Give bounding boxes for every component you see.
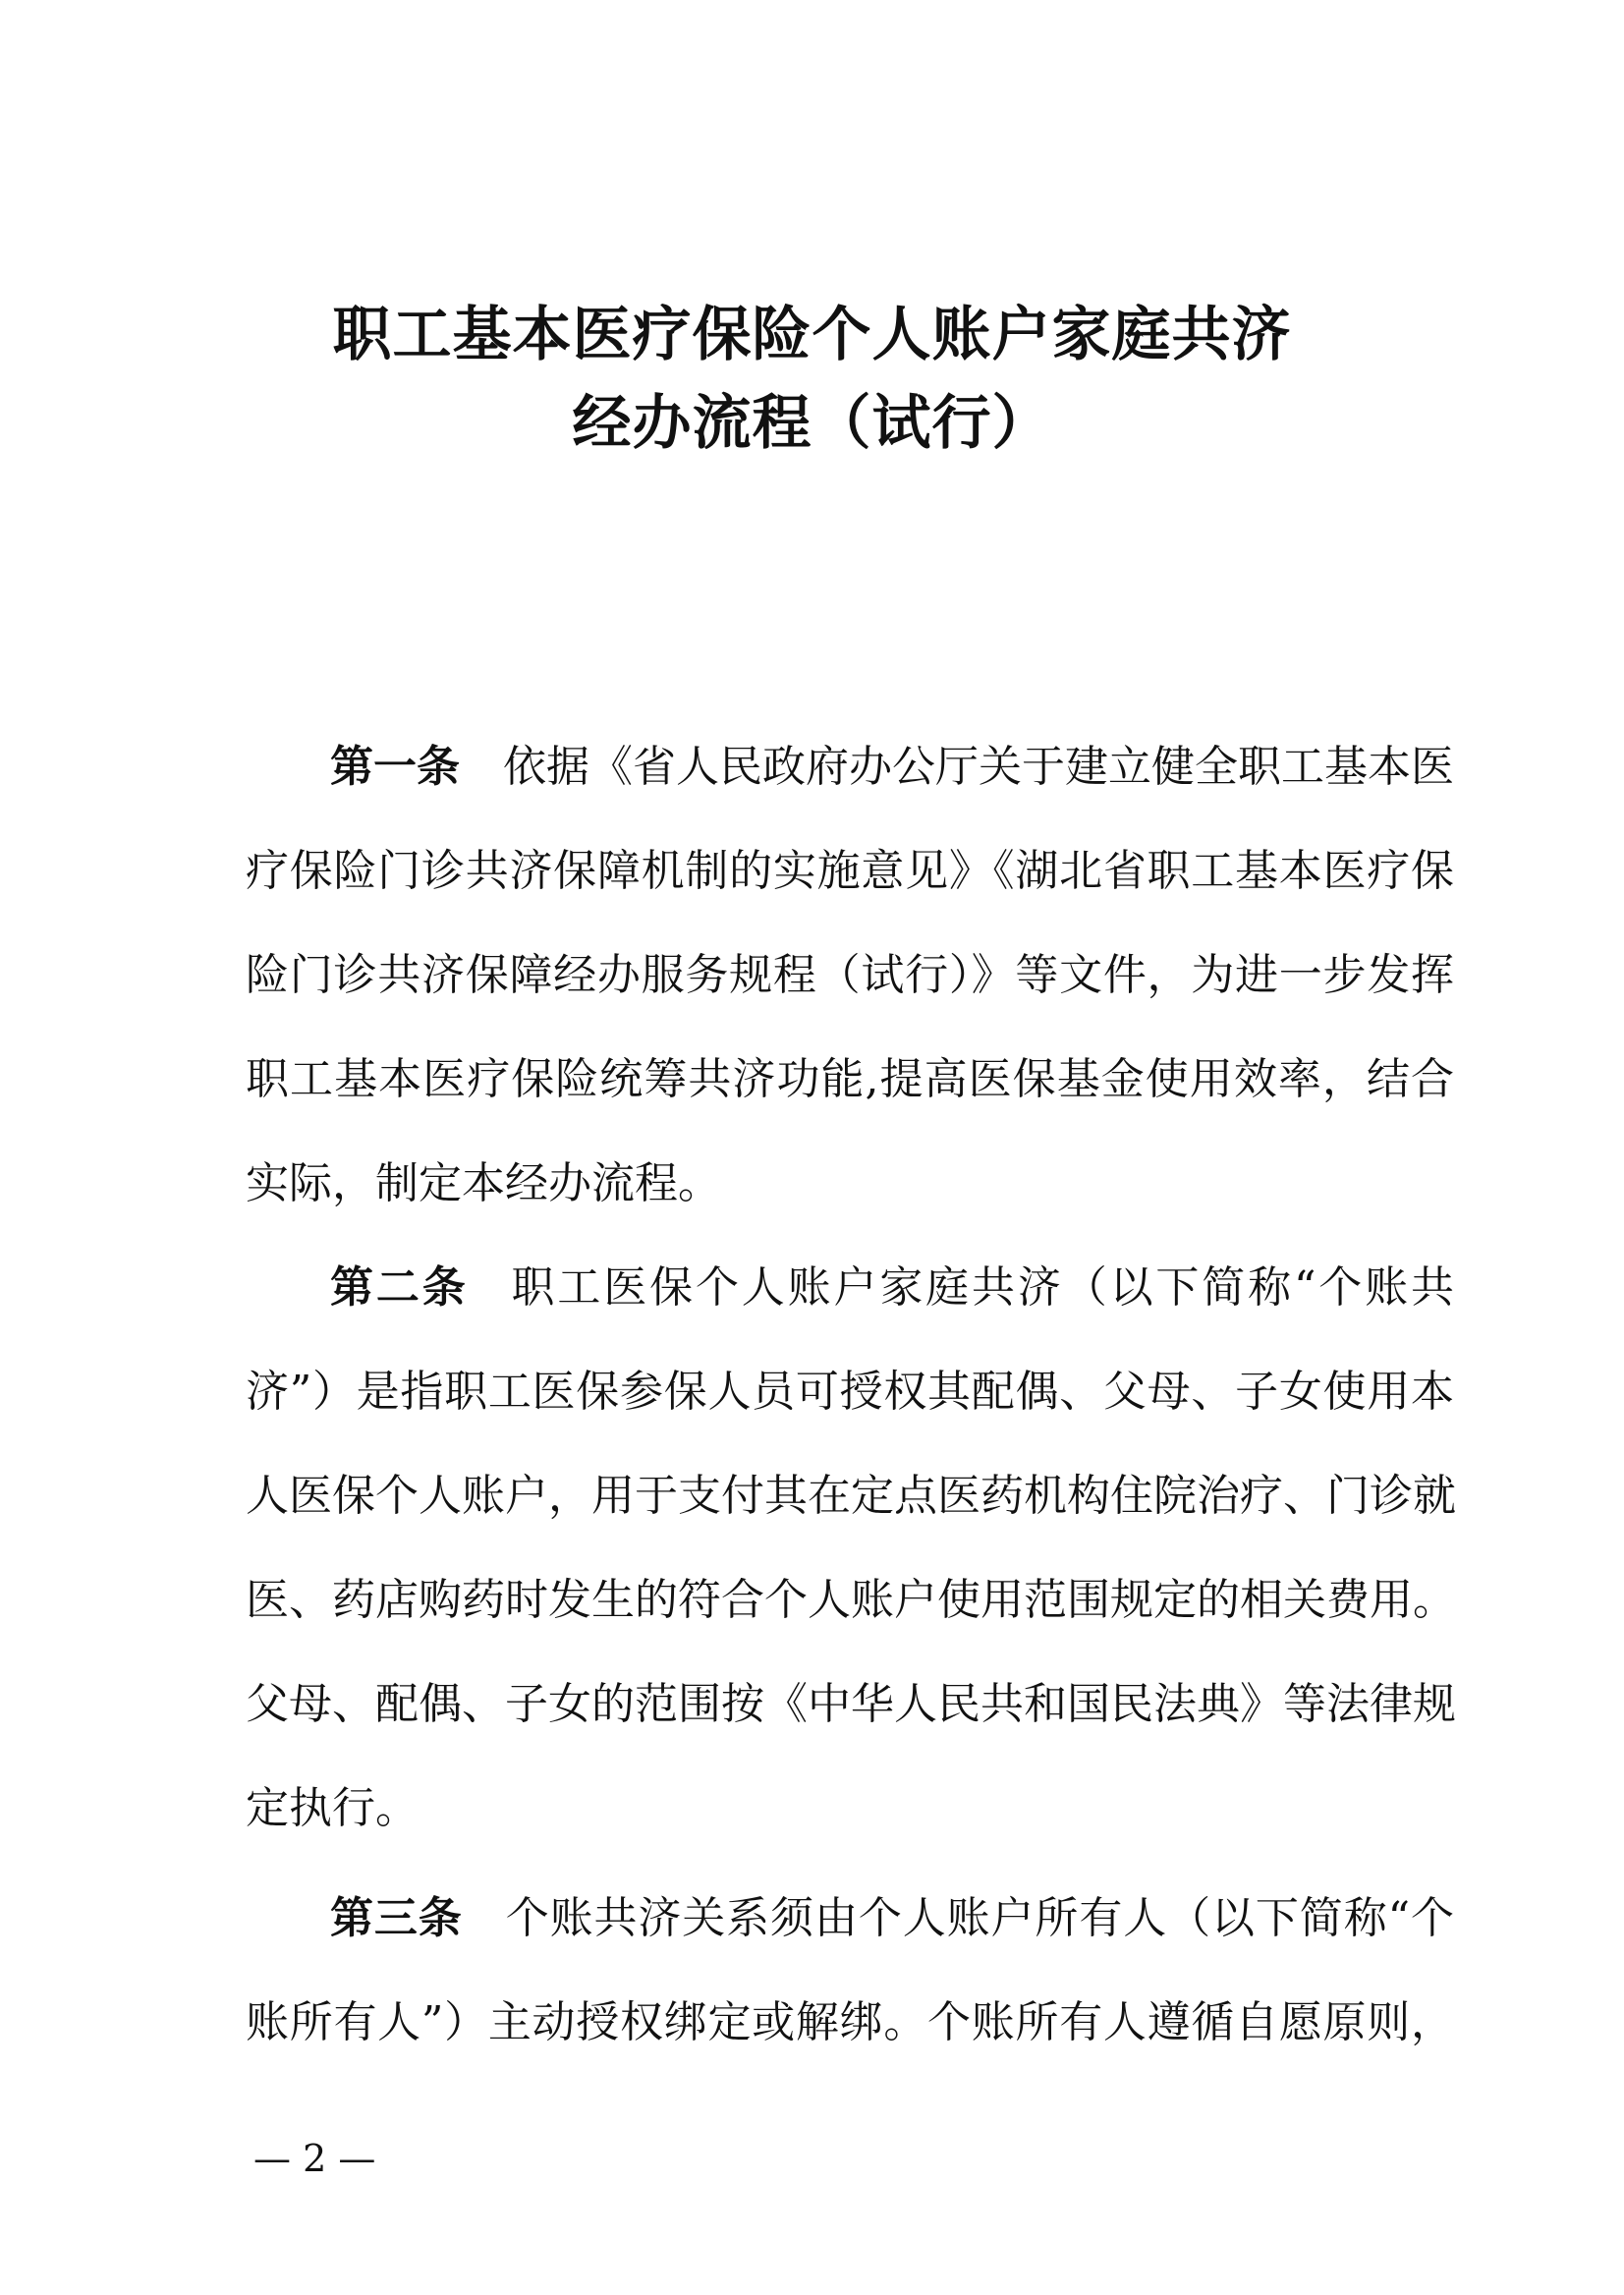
article-2-line-2: 济”）是指职工医保参保人员可授权其配偶、父母、子女使用本 <box>246 1367 1454 1417</box>
article-1-line-3: 险门诊共济保障经办服务规程（试行）》等文件，为进一步发挥 <box>246 950 1454 1000</box>
article-2-line-1 <box>330 1246 1454 1330</box>
page-number: — 2 — <box>253 2137 376 2180</box>
article-1-line-2: 疗保险门诊共济保障机制的实施意见》《湖北省职工基本医疗保 <box>246 846 1454 896</box>
article-2-line-4: 医、药店购药时发生的符合个人账户使用范围规定的相关费用。 <box>246 1575 1456 1625</box>
article-2-line-5: 父母、配偶、子女的范围按《中华人民共和国民法典》等法律规 <box>246 1679 1456 1729</box>
article-2-label: 第二条 <box>330 1262 469 1313</box>
article-1-label: 第一条 <box>330 742 460 792</box>
article-2-text-1: 职工医保个人账户家庭共济（以下简称“个账共 <box>511 1262 1454 1313</box>
article-3-label: 第三条 <box>330 1893 463 1943</box>
article-1-line-1 <box>330 725 1454 810</box>
article-1-line-4: 职工基本医疗保险统筹共济功能,提高医保基金使用效率，结合 <box>246 1054 1454 1104</box>
article-3-line-1 <box>330 1876 1454 1961</box>
article-1-line-5: 实际，制定本经办流程。 <box>246 1158 721 1208</box>
article-2-line-6: 定执行。 <box>246 1783 419 1833</box>
article-2-line-3: 人医保个人账户，用于支付其在定点医药机构住院治疗、门诊就 <box>246 1471 1456 1521</box>
article-3-text-1: 个账共济关系须由个人账户所有人（以下简称“个 <box>505 1893 1454 1943</box>
article-1-text-1: 依据《省人民政府办公厅关于建立健全职工基本医 <box>503 742 1454 792</box>
article-3-line-2: 账所有人”）主动授权绑定或解绑。个账所有人遵循自愿原则， <box>246 1997 1454 2047</box>
document-title-line-2: 经办流程（试行） <box>572 389 1052 458</box>
document-title-line-1: 职工基本医疗保险个人账户家庭共济 <box>332 301 1292 369</box>
